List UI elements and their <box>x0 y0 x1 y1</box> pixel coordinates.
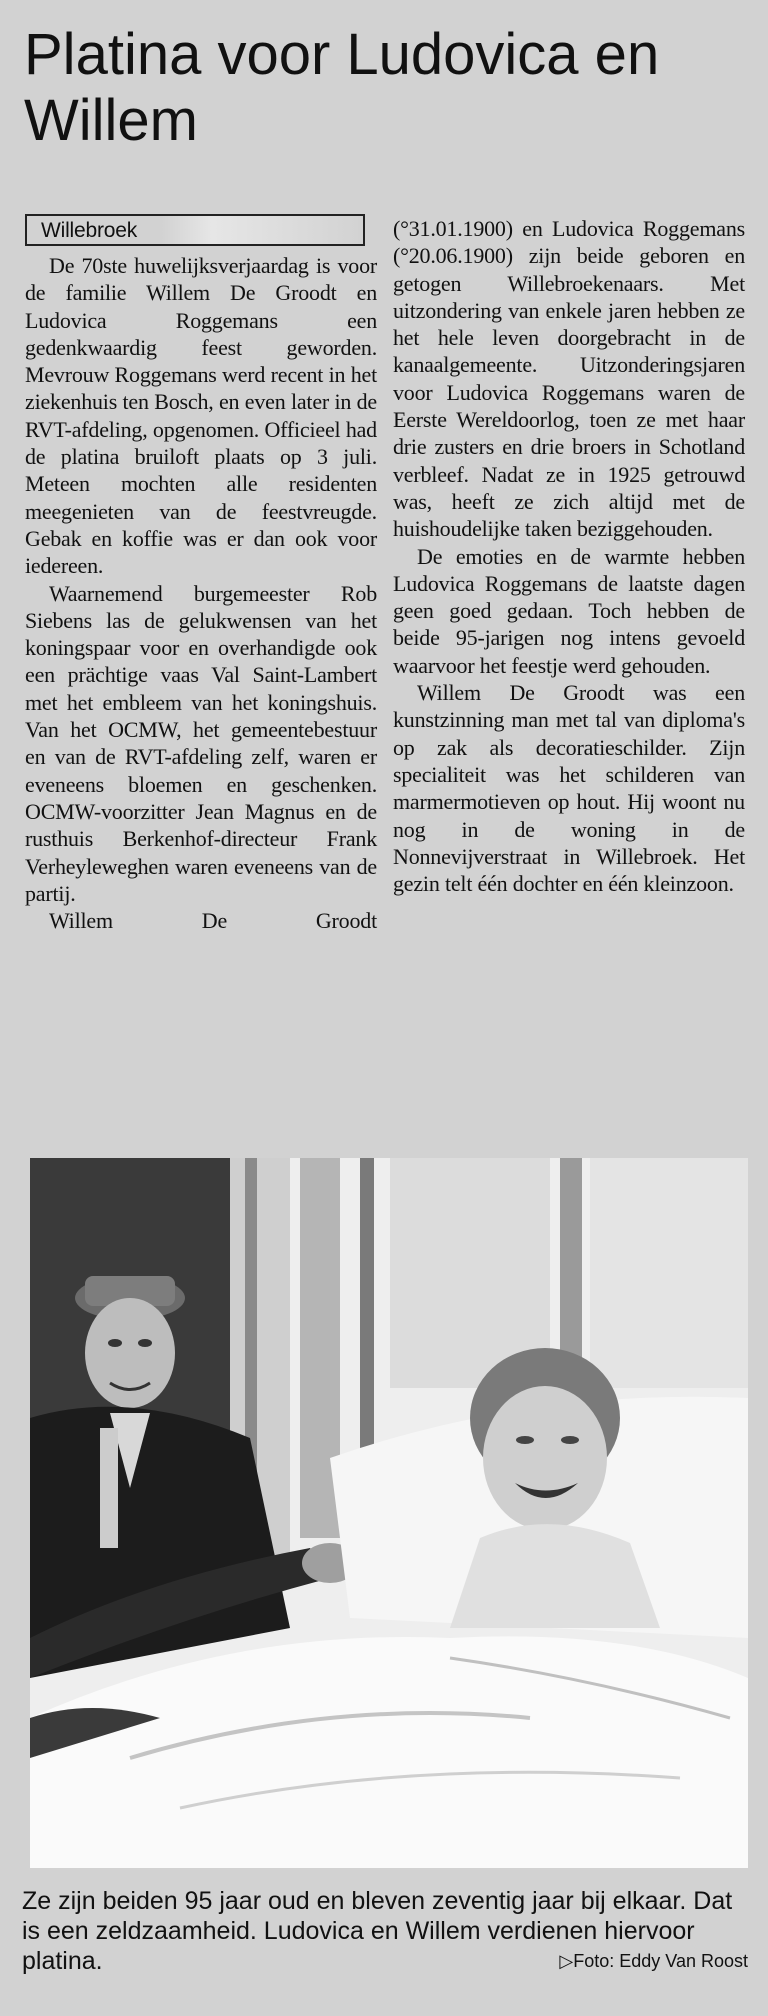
location-kicker: Willebroek <box>25 214 365 246</box>
photo-caption: Ze zijn beiden 95 jaar oud en bleven zeventig jaar bij elkaar. Dat is een zeldzaamheid. Ludovica en Willem verdienen hiervoor platina. <box>22 1887 733 1975</box>
article-column-left <box>25 214 377 934</box>
photo-credit: ▷Foto: Eddy Van Roost <box>559 1951 748 1971</box>
article-paragraph: (°31.01.1900) en Ludovica Roggemans (°20.06.1900) zijn beide geboren en getogen Willebroekenaars. Met uitzondering van enkele jaren hebben ze het hele leven doorgebracht in de kanaalgemeente. Uitzonderingsjaren voor Ludovica Roggemans waren de Eerste Wereldoorlog, toen ze met haar drie zusters en drie broers in Schotland verbleef. Nadat ze in 1925 getrouwd was, heeft ze zich altijd met de huishoudelijke taken beziggehouden. <box>393 216 745 542</box>
couple-photo <box>30 1158 748 1868</box>
article-paragraph: Willem De Groodt was een kunstzinning man met tal van diploma's op zak als decoratieschilder. Zijn specialiteit was het schilderen van marmermotieven op hout. Hij woont nu nog in de woning in de Nonnevijverstraat in Willebroek. Het gezin telt één dochter en één kleinzoon. <box>393 680 745 897</box>
article-paragraph: Willem De Groodt <box>49 908 377 934</box>
article-paragraph: De 70ste huwelijksverjaardag is voor de familie Willem De Groodt en Ludovica Roggemans een gedenkwaardig feest geworden. Mevrouw Roggemans werd recent in het ziekenhuis ten Bosch, en even later in de RVT-afdeling, opgenomen. Officieel had de platina bruiloft plaats op 3 juli. Meteen mochten alle residenten meegenieten van de feestvreugde. Gebak en koffie was er dan ook voor iedereen. <box>25 253 377 579</box>
article-paragraph: Waarnemend burgemeester Rob Siebens las de gelukwensen van het koningspaar voor en overhandigde ook een prächtige vaas Val Saint-Lambert met het embleem van het koningshuis. Van het OCMW, het gemeentebestuur en van de RVT-afdeling zelf, waren er eveneens bloemen en geschenken. OCMW-voorzitter Jean Magnus en de rusthuis Berkenhof-directeur Frank Verheyleweghen waren eveneens van de partij. <box>25 580 377 906</box>
article-column-right <box>393 215 745 897</box>
photo-illustration <box>30 1158 748 1868</box>
article-paragraph: De emoties en de warmte hebben Ludovica Roggemans de laatste dagen geen goed gedaan. Toch hebben de beide 95-jarigen nog intens gevoeld waarvoor het feestje werd gehouden. <box>393 543 745 678</box>
article-title: Platina voor Ludovica en Willem <box>24 22 660 153</box>
